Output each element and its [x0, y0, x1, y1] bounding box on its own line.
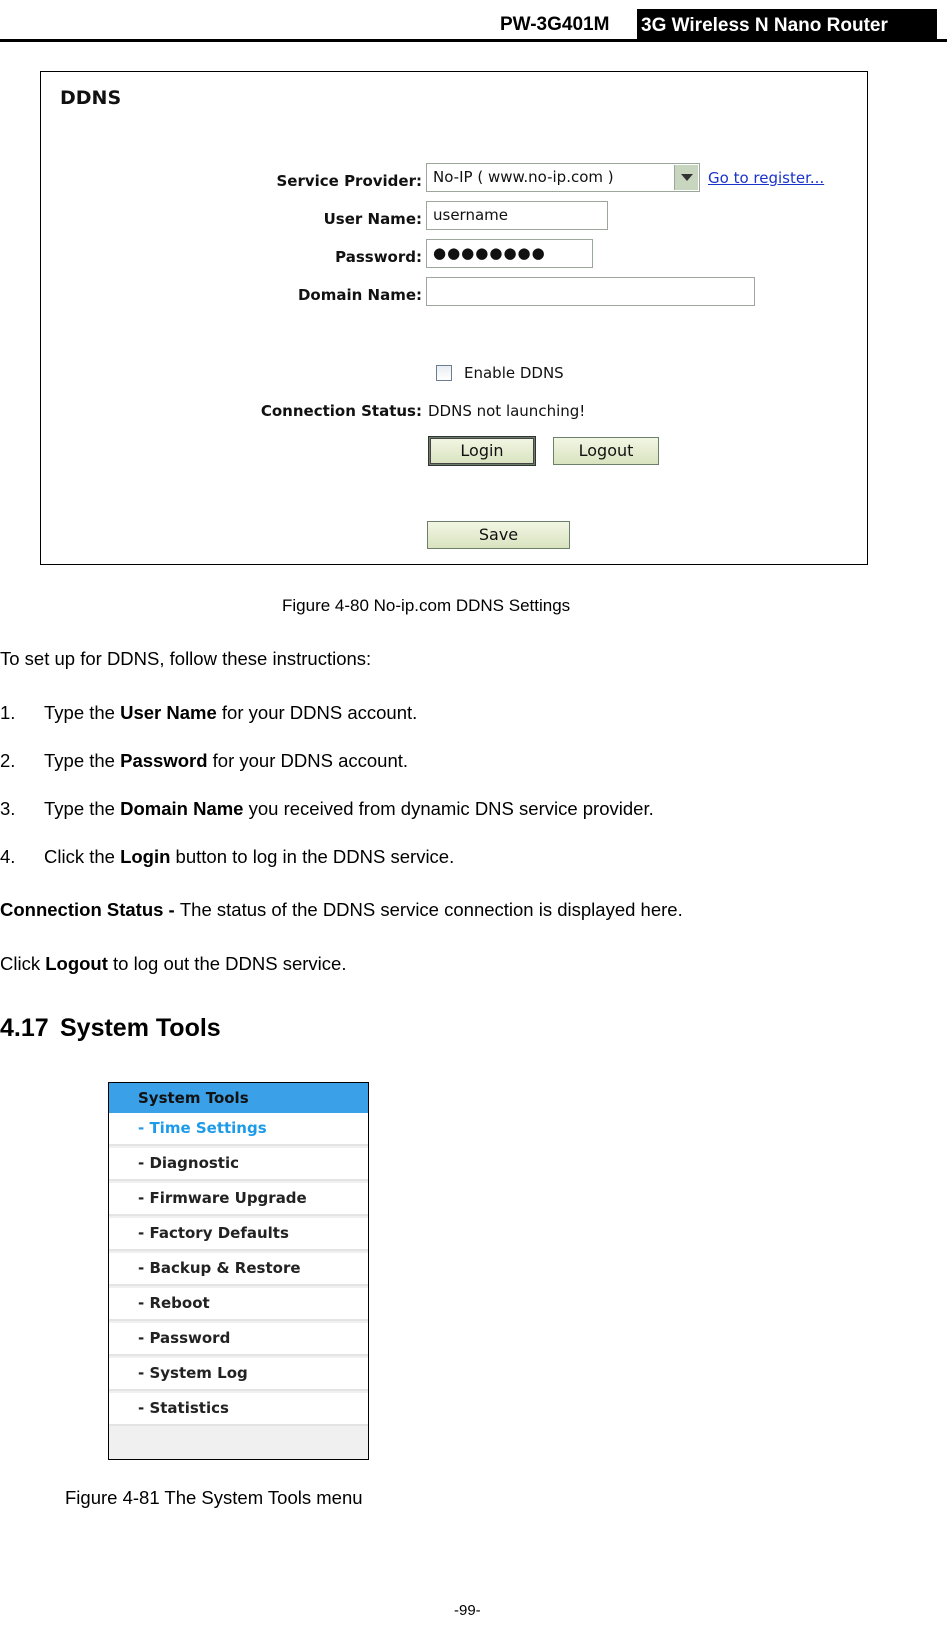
- header-rule: [0, 39, 947, 42]
- domain-name-label: Domain Name:: [297, 286, 422, 304]
- section-number: 4.17: [0, 1014, 49, 1042]
- page-number: -99-: [454, 1602, 481, 1619]
- step-text: Type the: [44, 702, 121, 723]
- password-label: Password:: [335, 248, 422, 266]
- page-header: [0, 0, 947, 42]
- term: Connection Status -: [0, 899, 180, 920]
- step-number: 3.: [0, 798, 16, 819]
- figure-caption: Figure 4-80 No-ip.com DDNS Settings: [282, 596, 571, 615]
- login-button[interactable]: Login: [429, 437, 535, 465]
- menu-item-reboot[interactable]: - Reboot: [109, 1288, 368, 1321]
- step-number: 2.: [0, 750, 16, 771]
- menu-item-time-settings[interactable]: - Time Settings: [109, 1113, 368, 1146]
- step-4: [0, 846, 454, 868]
- enable-ddns-label: Enable DDNS: [464, 364, 564, 382]
- logout-button[interactable]: Logout: [553, 437, 659, 465]
- connection-status-paragraph: [0, 899, 683, 921]
- step-number: 4.: [0, 846, 16, 867]
- menu-header[interactable]: System Tools: [109, 1083, 368, 1113]
- header-model: PW-3G401M: [500, 14, 610, 35]
- step-text: Click the: [44, 846, 121, 867]
- description: The status of the DDNS service connection is displayed here.: [179, 899, 683, 920]
- connection-status-label: Connection Status:: [260, 402, 422, 420]
- step-text: for your DDNS account.: [207, 750, 409, 771]
- step-text: Type the: [44, 750, 121, 771]
- text: to log out the DDNS service.: [107, 953, 347, 974]
- text: Click: [0, 953, 46, 974]
- figure-caption: Figure 4-81 The System Tools menu: [65, 1487, 363, 1508]
- step-term: Domain Name: [120, 798, 244, 819]
- header-product: 3G Wireless N Nano Router: [637, 9, 937, 40]
- step-term: User Name: [120, 702, 217, 723]
- service-provider-select[interactable]: [426, 163, 700, 192]
- step-term: Password: [120, 750, 208, 771]
- password-input[interactable]: ●●●●●●●●: [426, 239, 593, 268]
- register-link[interactable]: Go to register...: [708, 169, 825, 187]
- service-provider-label: Service Provider:: [276, 172, 422, 190]
- menu-item-system-log[interactable]: - System Log: [109, 1358, 368, 1391]
- enable-ddns-checkbox[interactable]: [436, 365, 452, 381]
- menu-item-password[interactable]: - Password: [109, 1323, 368, 1356]
- menu-item-factory-defaults[interactable]: - Factory Defaults: [109, 1218, 368, 1251]
- chevron-down-icon[interactable]: [674, 165, 698, 190]
- ddns-settings-panel: [40, 71, 868, 565]
- step-1: [0, 702, 417, 724]
- step-text: button to log in the DDNS service.: [170, 846, 455, 867]
- user-name-label: User Name:: [323, 210, 422, 228]
- menu-item-firmware-upgrade[interactable]: - Firmware Upgrade: [109, 1183, 368, 1216]
- step-2: [0, 750, 408, 772]
- service-provider-value: No-IP ( www.no-ip.com ): [433, 168, 614, 186]
- ddns-title: DDNS: [60, 87, 122, 109]
- term: Logout: [45, 953, 108, 974]
- section-title: System Tools: [60, 1014, 221, 1042]
- step-text: Type the: [44, 798, 121, 819]
- step-number: 1.: [0, 702, 16, 723]
- system-tools-menu: [108, 1082, 369, 1460]
- logout-paragraph: [0, 953, 346, 975]
- intro-paragraph: To set up for DDNS, follow these instructions:: [0, 648, 372, 669]
- user-name-input[interactable]: username: [426, 201, 608, 230]
- save-button[interactable]: Save: [427, 521, 570, 549]
- step-3: [0, 798, 654, 820]
- section-heading: [0, 1014, 221, 1043]
- connection-status-value: DDNS not launching!: [428, 402, 586, 420]
- step-term: Login: [120, 846, 171, 867]
- step-text: for your DDNS account.: [216, 702, 418, 723]
- menu-item-statistics[interactable]: - Statistics: [109, 1393, 368, 1426]
- domain-name-input[interactable]: [426, 277, 755, 306]
- menu-item-backup-restore[interactable]: - Backup & Restore: [109, 1253, 368, 1286]
- step-text: you received from dynamic DNS service provider.: [243, 798, 654, 819]
- menu-item-diagnostic[interactable]: - Diagnostic: [109, 1148, 368, 1181]
